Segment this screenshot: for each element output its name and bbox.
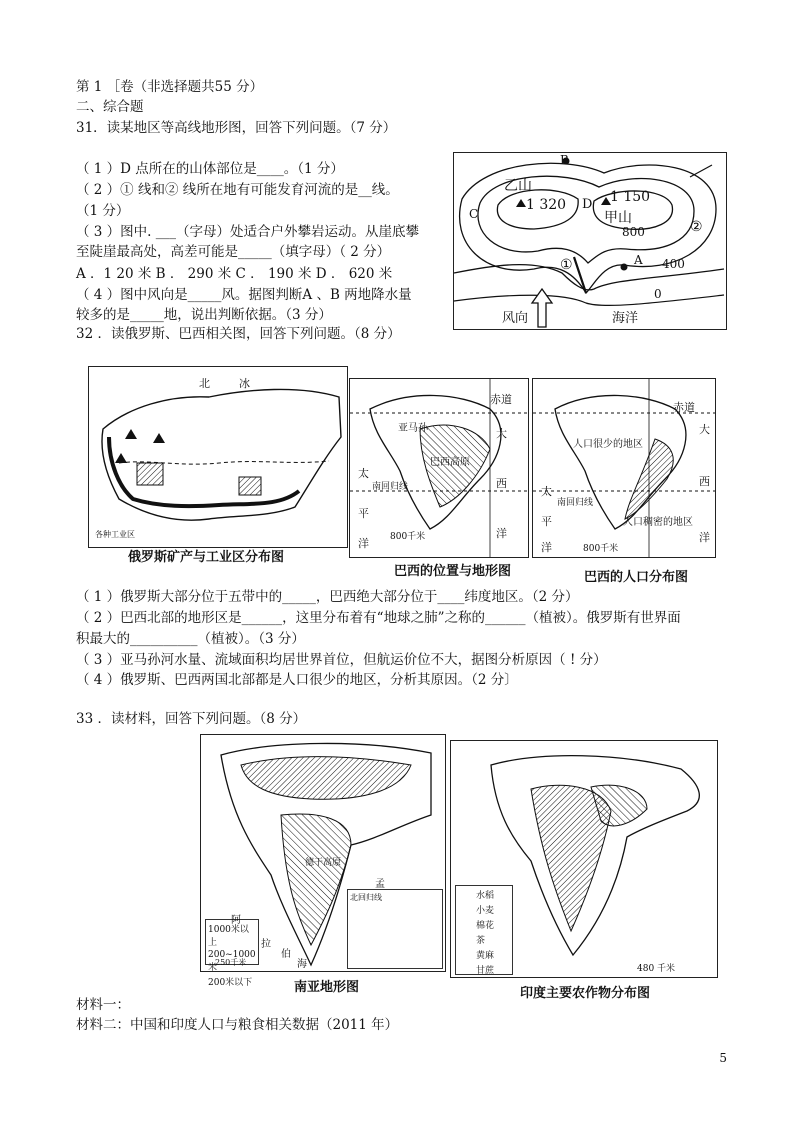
material-2: 材料二：中国和印度人口与粮食相关数据（2011 年） xyxy=(76,1017,399,1033)
brazil-pop-atlantic-1: 大 xyxy=(699,423,710,436)
q31-line-2: （ 2 ）① 线和② 线所在地有可能发育河流的是__线。 xyxy=(76,182,399,198)
brazil-pop-tropic: 南回归线 xyxy=(557,498,594,508)
legend-tea: 茶 xyxy=(476,936,486,946)
brazil-terrain-equator: 赤道 xyxy=(490,393,512,406)
legend-rice: 水稻 xyxy=(476,891,495,901)
brazil-terrain-tropic: 南回归线 xyxy=(372,482,409,492)
page-number: 5 xyxy=(719,1051,727,1065)
point-c-label: C xyxy=(469,207,479,221)
brazil-pop-dense: 人口稠密的地区 xyxy=(623,517,693,528)
india-crop-scale: 480 千米 xyxy=(637,964,676,974)
brazil-terrain-amazon: 亚马孙 xyxy=(398,423,428,434)
q31-line-8: 较多的是_____地，说出判断依据。（3 分） xyxy=(76,307,332,323)
brazil-pop-pacific-1: 太 xyxy=(541,485,552,498)
point-b-label: B xyxy=(560,153,569,167)
q31-line-7: （ 4 ）图中风向是_____风。据图判断A 、B 两地降水量 xyxy=(76,287,412,303)
arabian-sea-4: 海 xyxy=(297,959,307,970)
india-crop-caption: 印度主要农作物分布图 xyxy=(520,986,651,1001)
india-crop-legend xyxy=(455,885,513,975)
q32-line-2: （ 2 ）巴西北部的地形区是______，这里分布着有“地球之肺”之称的______（植被）。俄罗斯有世界面 xyxy=(76,610,681,626)
q31-line-1: （ 1 ）D 点所在的山体部位是____。（1 分） xyxy=(76,161,344,177)
brazil-terrain-pacific-1: 太 xyxy=(358,467,369,480)
brazil-pop-atlantic-3: 洋 xyxy=(699,531,710,544)
brazil-population-map xyxy=(532,378,716,558)
q32-title: 32 ．读俄罗斯、巴西相关图，回答下列问题。（8 分） xyxy=(76,326,401,342)
contour-map xyxy=(453,152,727,330)
brazil-terrain-atlantic-3: 洋 xyxy=(496,527,507,540)
deccan-label: 德干高原 xyxy=(305,858,342,868)
inset-label: 北回归线 xyxy=(350,893,382,902)
line-2-label: ② xyxy=(690,219,703,235)
section-heading: 第 1 ［卷（非选择题共55 分） xyxy=(76,79,264,95)
brazil-terrain-atlantic-1: 大 xyxy=(496,427,507,440)
sea-label: 海洋 xyxy=(612,311,639,326)
brazil-pop-scale: 800千米 xyxy=(583,544,619,554)
legend-1000: 1000米以上 xyxy=(208,925,249,948)
russia-ice-label: 冰 xyxy=(239,377,250,390)
arabian-sea-2: 拉 xyxy=(261,939,271,950)
brazil-terrain-scale: 800千米 xyxy=(390,532,426,542)
q33-title: 33 ．读材料，回答下列问题。（8 分） xyxy=(76,711,307,727)
legend-sugarcane: 甘蔗 xyxy=(476,966,495,976)
legend-200: 200米以下 xyxy=(208,978,253,988)
brazil-pop-atlantic-2: 西 xyxy=(699,475,710,488)
arabian-sea-3: 伯 xyxy=(281,949,291,960)
brazil-terrain-caption: 巴西的位置与地形图 xyxy=(394,564,512,579)
brazil-terrain-atlantic-2: 西 xyxy=(496,477,507,490)
q32-line-4: （ 3 ）亚马孙河水量、流域面积均居世界首位，但航运价位不大，据图分析原因（ ! 分） xyxy=(76,652,607,668)
russia-map-caption: 俄罗斯矿产与工业区分布图 xyxy=(128,550,285,565)
brazil-population-caption: 巴西的人口分布图 xyxy=(584,570,689,585)
q31-line-6: A ．1 20 米 B ． 290 米 C ． 190 米 D ． 620 米 xyxy=(76,266,393,282)
material-1: 材料一： xyxy=(76,997,130,1013)
russia-outline xyxy=(89,367,347,547)
wind-label: 风向 xyxy=(502,311,529,326)
q31-line-4: （ 3 ）图中. ___（字母）处适合户外攀岩运动。从崖底攀 xyxy=(76,224,420,240)
brazil-terrain-map xyxy=(349,378,529,558)
india-crop-map xyxy=(450,740,718,978)
arabian-sea-1: 阿 xyxy=(231,915,241,926)
brazil-pop-equator: 赤道 xyxy=(673,401,695,414)
south-asia-inset xyxy=(347,889,443,969)
contour-400-label: 400 xyxy=(662,257,685,271)
peak-jia-height: 1 150 xyxy=(610,189,651,205)
q32-line-1: （ 1 ）俄罗斯大部分位于五带中的_____，巴西绝大部分位于____纬度地区。（2 分） xyxy=(76,589,579,605)
legend-jute: 黄麻 xyxy=(476,951,495,961)
contour-800-label: 800 xyxy=(622,225,645,239)
q31-line-3: （1 分） xyxy=(76,203,130,219)
brazil-terrain-pacific-2: 平 xyxy=(358,507,369,520)
legend-wheat: 小麦 xyxy=(476,906,495,916)
peak-yi-height: 1 320 xyxy=(526,197,567,213)
brazil-pop-pacific-3: 洋 xyxy=(541,541,552,554)
q32-line-3: 积最大的__________（植被）。（3 分） xyxy=(76,631,305,647)
part-heading: 二、综合题 xyxy=(76,99,144,115)
contour-lines xyxy=(454,153,726,329)
point-d-label: D xyxy=(582,197,593,212)
q32-line-5: （ 4 ）俄罗斯、巴西两国北部都是人口很少的地区，分析其原因。（2 分〕 xyxy=(76,672,518,688)
south-asia-scale: 250千米 xyxy=(215,958,247,967)
russia-legend: 各种工业区 xyxy=(95,530,135,539)
legend-cotton: 棉花 xyxy=(476,921,495,931)
peak-jia-label: 甲山 xyxy=(604,210,632,226)
legend-200-1000: 200~1000米 xyxy=(208,950,256,973)
peak-yi-label: 乙山 xyxy=(504,178,532,194)
brazil-terrain-plateau: 巴西高原 xyxy=(430,457,470,468)
brazil-pop-pacific-2: 平 xyxy=(541,515,552,528)
south-asia-caption: 南亚地形图 xyxy=(294,980,360,995)
point-a-label: A xyxy=(634,253,643,267)
q31-line-5: 至陡崖最高处，高差可能是_____（填字母）（ 2 分） xyxy=(76,244,391,260)
bay-of-bengal-label: 孟 xyxy=(375,879,385,890)
q31-title: 31．读某地区等高线地形图，回答下列问题。（7 分） xyxy=(76,120,397,136)
russia-map xyxy=(88,366,348,548)
russia-north-label: 北 xyxy=(199,377,210,390)
line-1-label: ① xyxy=(560,257,573,273)
contour-0-label: 0 xyxy=(654,287,662,301)
brazil-terrain-pacific-3: 洋 xyxy=(358,537,369,550)
brazil-pop-few: 人口很少的地区 xyxy=(573,439,643,450)
